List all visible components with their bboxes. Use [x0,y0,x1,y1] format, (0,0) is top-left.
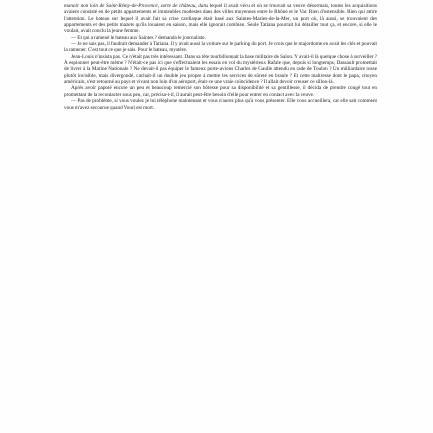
paragraph-6: — Pas de problème, si vous voulez je lui téléphone maintenant et vous n'aurez plus qu'à vous présenter. Elle vous accueillera, car elle sait comment vous m'avez secourue quand Vouri est mort. [64,98,377,111]
paragraph-1-text: lequel il avait vécu et où se trouvait sa veuve désormais, toutes les acquisitions avaient consisté en de petits appartements et immeubles modestes dans des villes moyennes entre le Rhône et le Var. Rien d'ostensible. Rien qui attire l'attention. Le bateau sur lequel il avait fait sa crise cardiaque était basé aux Saintes-Maries-de-la-Mer, un port où, là aussi, se trouvaient des appartements et des petits mazets qu'ils louaient en saison, mais elle ignorait combien. Seule Tatiana pourrait lui détailler tout ça, et encore, si elle le voulait, avait conclu la jeune femme. [64,3,377,35]
paragraph-3: — Je ne sais pas, il faudrait demander à Tatiana. Il y avait aussi la voiture sur le parking du port. Je crois que le majordome en avait les clés et pouvait la ramener. C'est tout ce que je sais. Pour le bateau, mystère. [64,41,377,54]
paragraph-1-lead: manoir non loin de Saint-Rémy-de-Provence, sorte de château, dans [64,3,209,9]
paragraph-4: Jean-Louis n'insista pas. Ce n'était pas très intéressant. Dans sa tête tourbillonnait la base militaire de Salon. Y avait-il là quelque chose à surveiller ? À espionner peut-être même ? N'était-ce pas ici que s'effectuaient les essais en vol du mystérieux Rafale que, depuis si longtemps, Dassault promettait de livrer à la Marine Nationale ? Ne devait-il pas équiper le fameux porte-avions Charles de Gaulle attendu en rade de Toulon ? Un milliardaire russe plutôt invisible, mais divergondé, cachait-il un double jeu propre à mettre les services de sûreté en branle ? Et cette maîtresse dont le papa, citoyen américain, s'est retourné au pays et vivant non loin d'un aéroport, était-ce une vraie coïncidence ? Il allait devoir creuser ce sillon-là. [64,53,377,86]
paragraph-5: Après avoir papoté encore un peu et beaucoup remercié son hôtesse pour sa disponibilité et sa gentillesse, il décida de prendre congé tout en promettant de la recontacter sous peu, car, précisa-t-il, il aurait peut-être besoin d'elle pour entrer en contact avec la veuve. [64,85,377,98]
paragraph-1 [64,3,377,35]
paragraph-2: — Et qui a ramené le bateau aux Saintes ? demanda le journaliste. [71,34,206,41]
